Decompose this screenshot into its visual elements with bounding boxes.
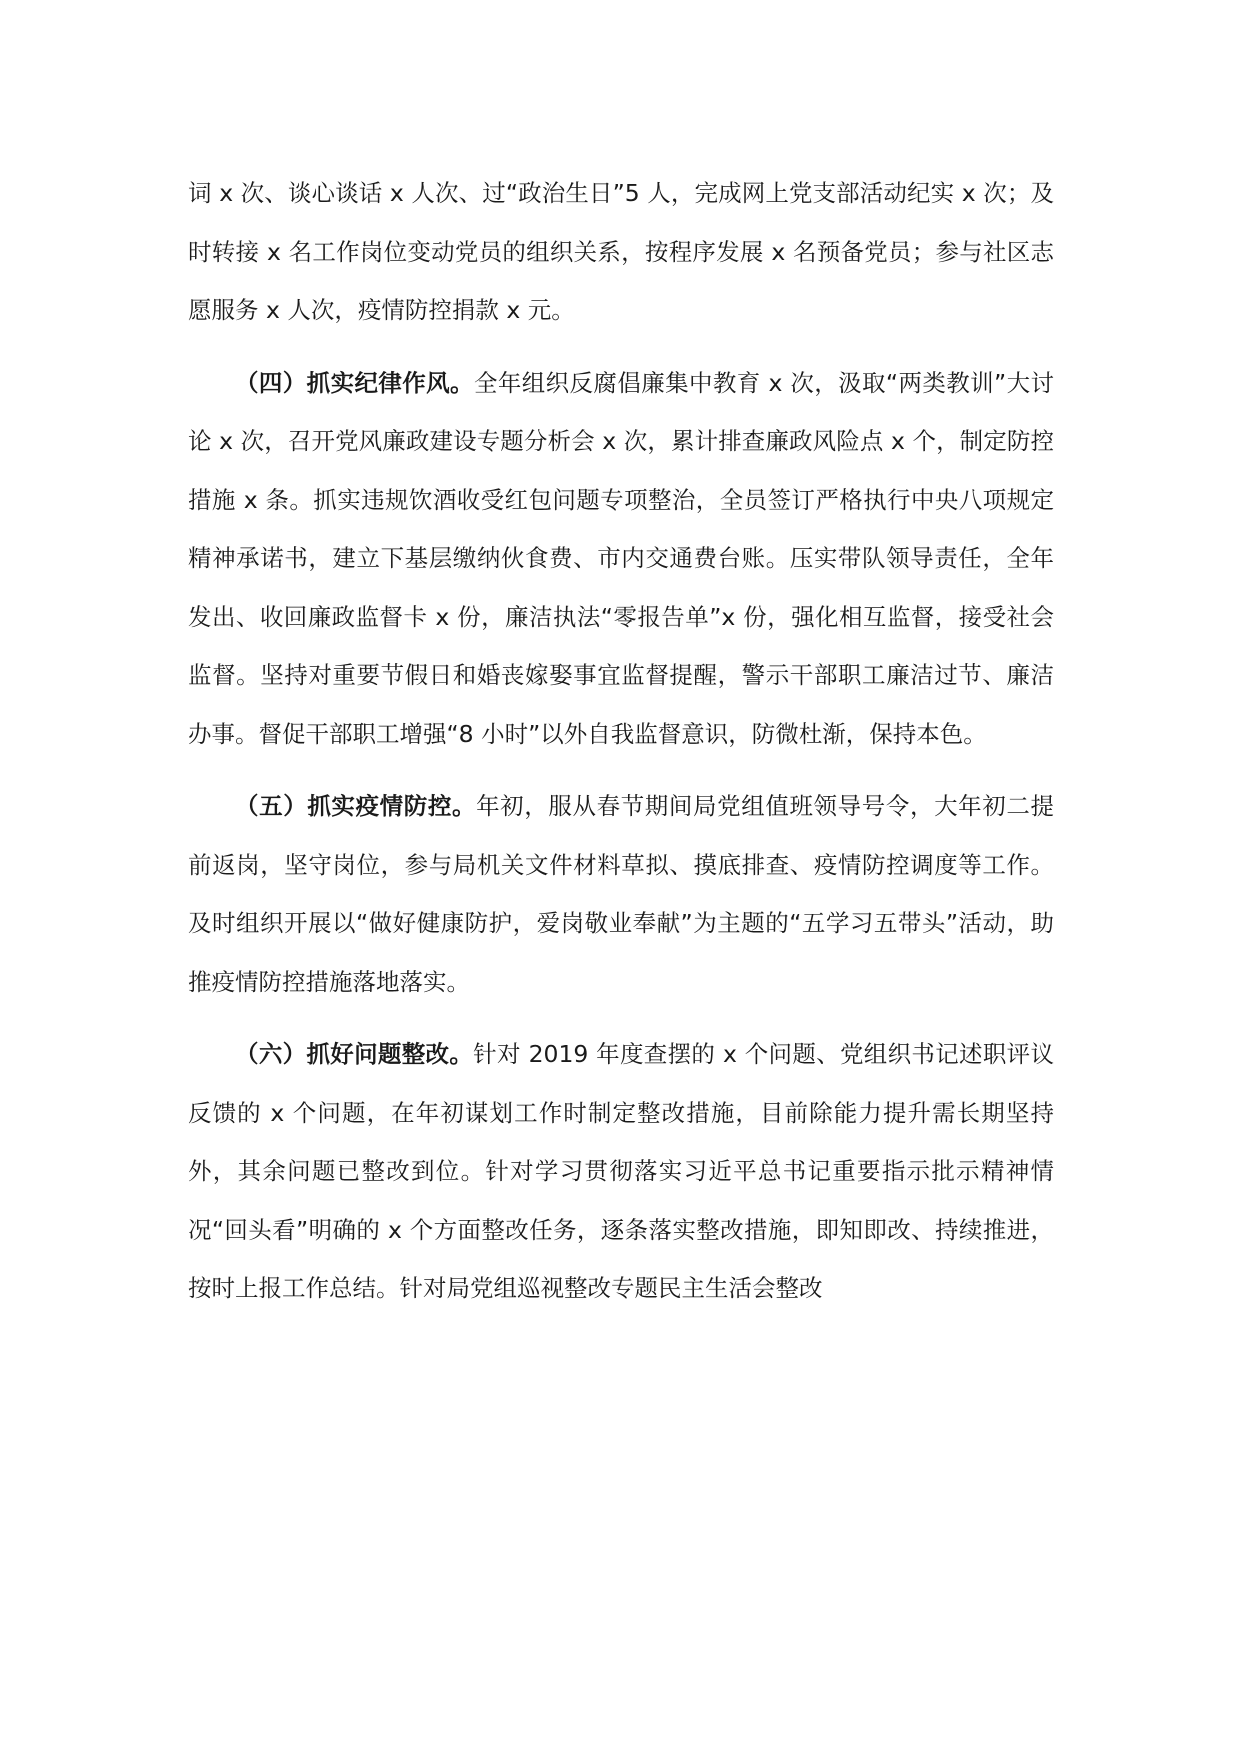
paragraph-3-text: 年初，服从春节期间局党组值班领导号令，大年初二提前返岗，坚守岗位，参与局机关文件材料草拟、摸底排查、疫情防控调度等工作。及时组织开展以“做好健康防护，爱岗敬业奉献”为主题的“五学习五带头”活动，助推疫情防控措施落地落实。 [188, 792, 1055, 996]
paragraph-1-text: 词 x 次、谈心谈话 x 人次、过“政治生日”5 人，完成网上党支部活动纪实 x 次；及时转接 x 名工作岗位变动党员的组织关系，按程序发展 x 名预备党员；参与社区志愿服务 x 人次，疫情防控捐款 x 元。 [188, 179, 1054, 324]
section-heading-discipline: （四）抓实纪律作风。 [235, 368, 474, 397]
section-heading-rectification: （六）抓好问题整改。 [235, 1040, 474, 1068]
paragraph-1 [188, 164, 1054, 340]
paragraph-3 [188, 777, 1054, 1011]
document-body [188, 164, 1054, 1332]
section-heading-epidemic: （五）抓实疫情防控。 [235, 792, 477, 820]
paragraph-4-text: 针对 2019 年度查摆的 x 个问题、党组织书记述职评议反馈的 x 个问题，在年初谋划工作时制定整改措施，目前除能力提升需长期坚持外，其余问题已整改到位。针对学习贯彻落实习近平总书记重要指示批示精神情况“回头看”明确的 x 个方面整改任务，逐条落实整改措施，即知即改、持续推进，按时上报工作总结。针对局党组巡视整改专题民主生活会整改 [188, 1040, 1055, 1302]
paragraph-4 [188, 1025, 1054, 1318]
paragraph-2-text: 全年组织反腐倡廉集中教育 x 次，汲取“两类教训”大讨论 x 次，召开党风廉政建设专题分析会 x 次，累计排查廉政风险点 x 个，制定防控措施 x 条。抓实违规饮酒收受红包问题专项整治，全员签订严格执行中央八项规定精神承诺书，建立下基层缴纳伙食费、市内交通费台账。压实带队领导责任，全年发出、收回廉政监督卡 x 份，廉洁执法“零报告单”x 份，强化相互监督，接受社会监督。坚持对重要节假日和婚丧嫁娶事宜监督提醒，警示干部职工廉洁过节、廉洁办事。督促干部职工增强“8 小时”以外自我监督意识，防微杜渐，保持本色。 [188, 368, 1055, 748]
paragraph-2 [188, 354, 1054, 764]
